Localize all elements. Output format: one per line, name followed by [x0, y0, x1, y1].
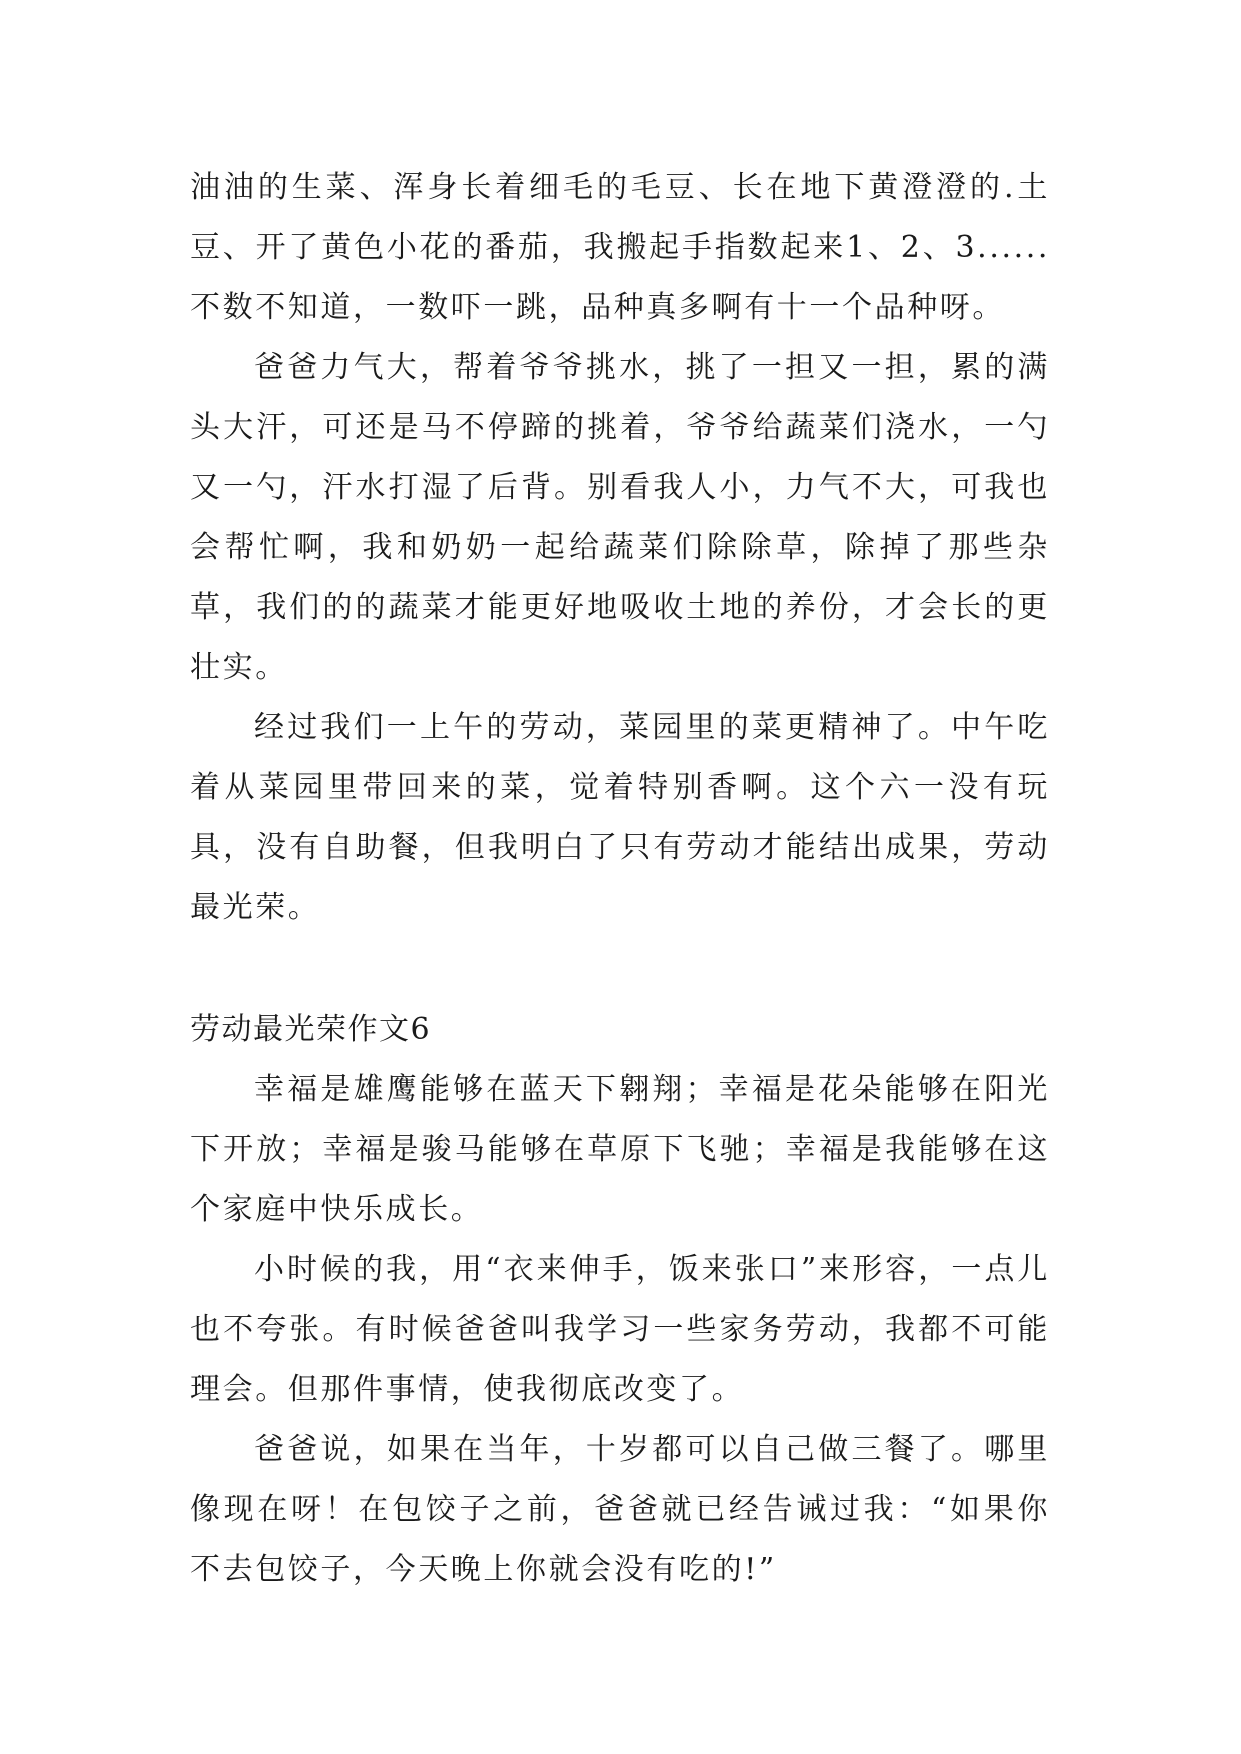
document-page [190, 158, 1050, 1600]
section-gap [190, 938, 1050, 1000]
paragraph-childhood: 小时候的我，用“衣来伸手，饭来张口”来形容，一点儿也不夸张。有时候爸爸叫我学习一些家务劳动，我都不可能理会。但那件事情，使我彻底改变了。 [190, 1252, 1050, 1407]
paragraph-vegetables: 油油的生菜、浑身长着细毛的毛豆、长在地下黄澄澄的.土豆、开了黄色小花的番茄，我搬起手指数起来1、2、3......不数不知道，一数吓一跳，品种真多啊有十一个品种呀。 [190, 170, 1050, 325]
paragraph-dumplings: 爸爸说，如果在当年，十岁都可以自己做三餐了。哪里像现在呀！在包饺子之前，爸爸就已经告诫过我：“如果你不去包饺子，今天晚上你就会没有吃的!” [190, 1432, 1050, 1587]
paragraph-family-work: 爸爸力气大，帮着爷爷挑水，挑了一担又一担，累的满头大汗，可还是马不停蹄的挑着，爷爷给蔬菜们浇水，一勺又一勺，汗水打湿了后背。别看我人小，力气不大，可我也会帮忙啊，我和奶奶一起给蔬菜们除除草，除掉了那些杂草，我们的的蔬菜才能更好地吸收土地的养份，才会长的更壮实。 [190, 350, 1050, 685]
paragraph-happiness: 幸福是雄鹰能够在蓝天下翱翔；幸福是花朵能够在阳光下开放；幸福是骏马能够在草原下飞驰；幸福是我能够在这个家庭中快乐成长。 [190, 1072, 1050, 1227]
essay-heading: 劳动最光荣作文6 [190, 1012, 432, 1047]
paragraph-conclusion: 经过我们一上午的劳动，菜园里的菜更精神了。中午吃着从菜园里带回来的菜，觉着特别香啊。这个六一没有玩具，没有自助餐，但我明白了只有劳动才能结出成果，劳动最光荣。 [190, 710, 1050, 925]
